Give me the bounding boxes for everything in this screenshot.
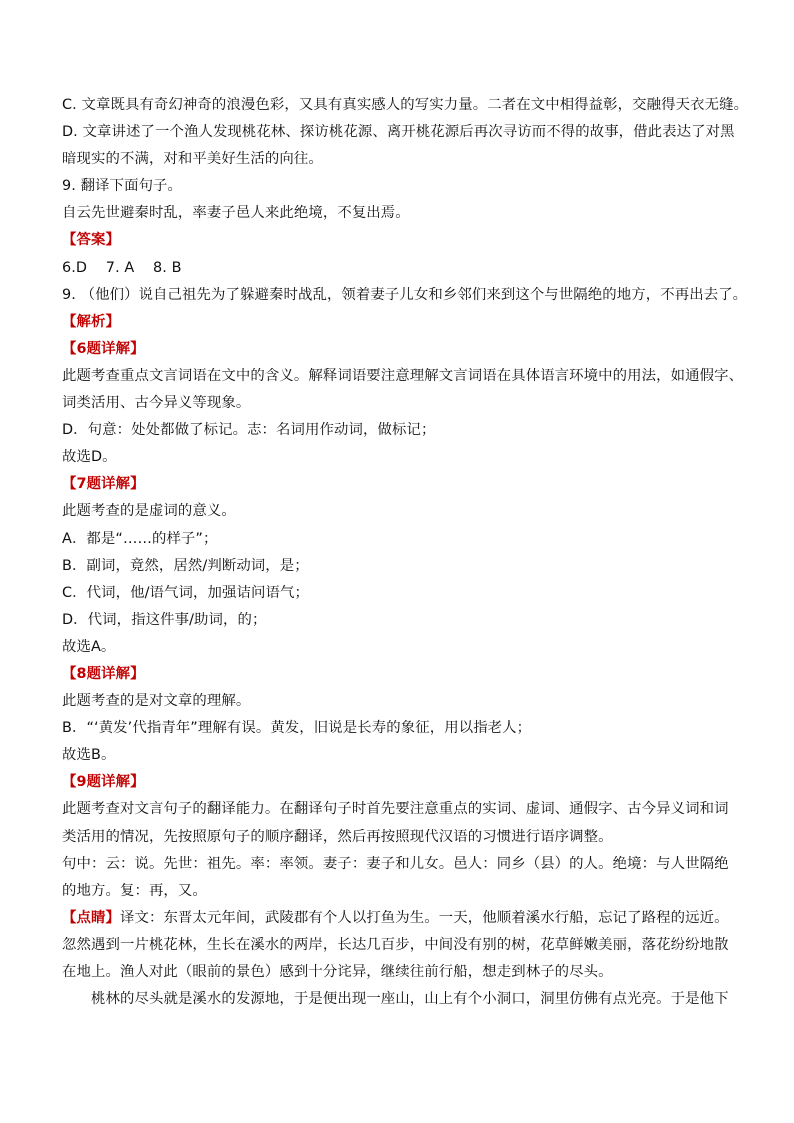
- q7-option-a: A．都是“……的样子”；: [62, 530, 218, 547]
- q8-detail-line-1: 此题考查的是对文章的理解。: [62, 693, 251, 710]
- translation-line-3: 在地上。渔人对此（眼前的景色）感到十分诧异，继续往前行船，想走到林子的尽头。: [62, 964, 613, 980]
- q8-detail-line-2: B．“‘黄发’代指青年”理解有误。黄发，旧说是长寿的象征，用以指老人；: [62, 720, 532, 737]
- question-9-title: 9. 翻译下面句子。: [62, 178, 183, 195]
- option-c-line: C. 文章既具有奇幻神奇的浪漫色彩，又具有真实感人的写实力量。二者在文中相得益彰，交融得天衣无缝。: [62, 97, 749, 113]
- q7-detail-heading: 【7题详解】: [62, 476, 145, 493]
- q7-detail-line-1: 此题考查的是虚词的意义。: [62, 503, 236, 520]
- q7-option-c: C．代词，他/语气词，加强诘问语气；: [62, 584, 309, 601]
- translation-line-4: 桃林的尽头就是溪水的发源地，于是便出现一座山，山上有个小洞口，洞里仿佛有点光亮。于是他下: [91, 991, 729, 1008]
- answer-choices: 6.D 7. A 8. B: [62, 259, 182, 276]
- q6-detail-heading: 【6题详解】: [62, 340, 145, 357]
- q9-detail-line-2: 类活用的情况，先按照原句子的顺序翻译，然后再按照现代汉语的习惯进行语序调整。: [62, 828, 613, 845]
- q6-detail-line-3: D．句意：处处都做了标记。志：名词用作动词，做标记；: [62, 422, 436, 439]
- q6-choice: 故选D。: [62, 449, 117, 466]
- q8-choice: 故选B。: [62, 747, 116, 764]
- answer-9-translation: 9. （他们）说自己祖先为了躲避秦时战乱，领着妻子儿女和乡邻们来到这个与世隔绝的地方，不再出去了。: [62, 286, 748, 303]
- q8-detail-heading: 【8题详解】: [62, 665, 145, 682]
- q9-detail-line-3: 句中：云：说。先世：祖先。率：率领。妻子：妻子和儿女。邑人：同乡（县）的人。绝境：与人世隔绝: [62, 855, 729, 872]
- option-d-line-2: 暗现实的不满，对和平美好生活的向往。: [62, 151, 323, 168]
- q7-choice: 故选A。: [62, 638, 116, 655]
- document-page: [62, 92, 749, 1013]
- q6-detail-line-1: 此题考查重点文言词语在文中的含义。解释词语要注意理解文言词语在具体语言环境中的用法，如通假字、: [62, 367, 744, 384]
- key-point-tag: 【点睛】: [62, 909, 120, 926]
- answer-heading: 【答案】: [62, 232, 120, 249]
- q7-option-b: B．副词，竟然，居然/判断动词，是；: [62, 557, 309, 574]
- translation-line-2: 忽然遇到一片桃花林，生长在溪水的两岸，长达几百步，中间没有别的树，花草鲜嫩美丽，落花纷纷地散: [62, 936, 729, 953]
- q9-detail-heading: 【9题详解】: [62, 774, 145, 791]
- q9-detail-line-4: 的地方。复：再，又。: [62, 882, 207, 899]
- key-point-text: 译文：东晋太元年间，武陵郡有个人以打鱼为生。一天，他顺着溪水行船，忘记了路程的远近。: [119, 909, 729, 926]
- q9-detail-line-1: 此题考查对文言句子的翻译能力。在翻译句子时首先要注意重点的实词、虚词、通假字、古今异义词和词: [62, 801, 729, 818]
- q6-detail-line-2: 词类活用、古今异义等现象。: [62, 395, 251, 412]
- option-d-line-1: D. 文章讲述了一个渔人发现桃花林、探访桃花源、离开桃花源后再次寻访而不得的故事，借此表达了对黑: [62, 124, 735, 141]
- question-9-sentence: 自云先世避秦时乱，率妻子邑人来此绝境，不复出焉。: [62, 205, 410, 222]
- key-point-line-1: [62, 905, 732, 932]
- analysis-heading: 【解析】: [62, 313, 120, 330]
- q7-option-d: D．代词，指这件事/助词，的；: [62, 611, 267, 628]
